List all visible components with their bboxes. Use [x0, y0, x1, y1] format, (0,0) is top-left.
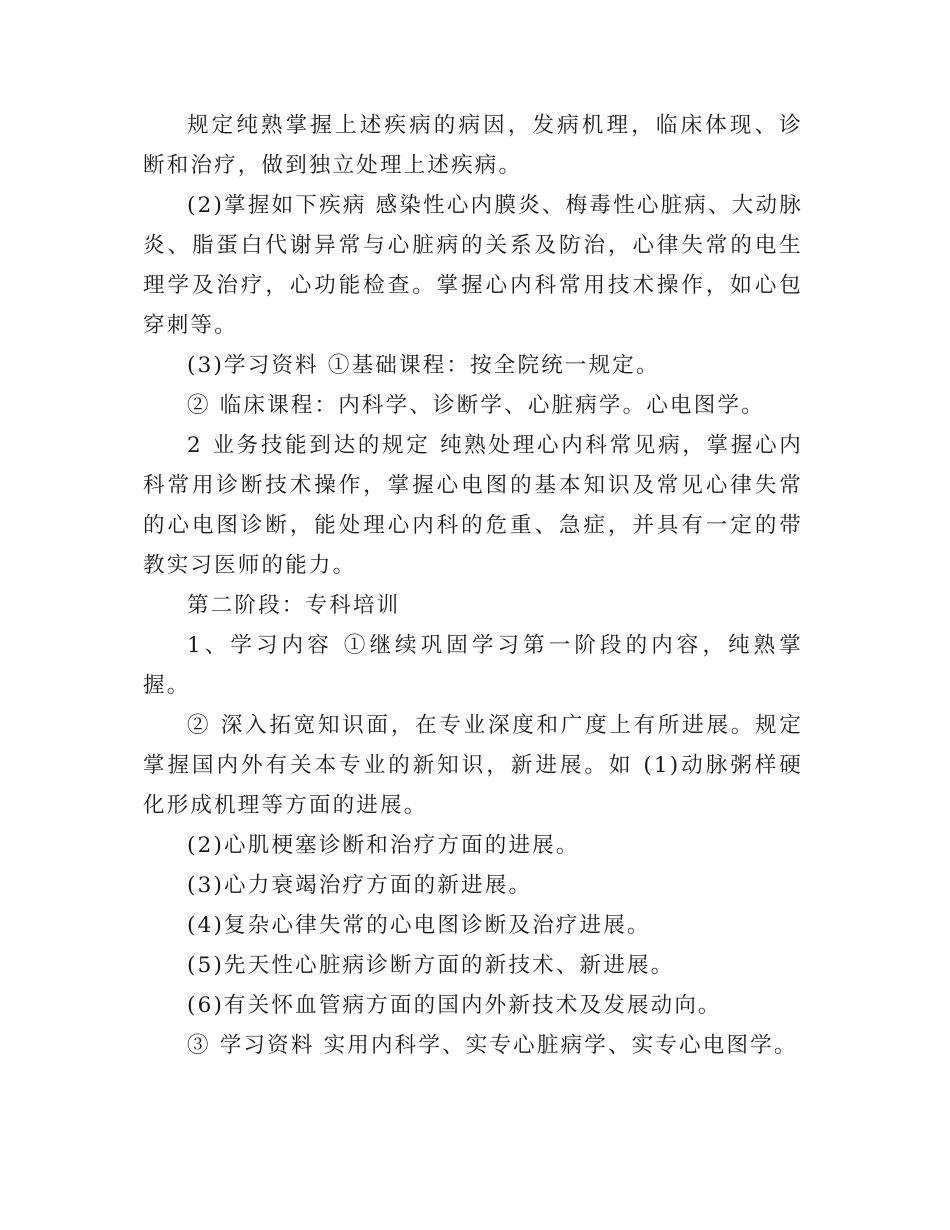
section-heading-stage-two: 第二阶段：专科培训	[187, 593, 401, 618]
list-item-2: (2)心肌梗塞诊断和治疗方面的进展。	[187, 833, 580, 858]
document-body	[143, 106, 803, 1066]
paragraph-8: ② 深入拓宽知识面，在专业深度和广度上有所进展。规定掌握国内外有关本专业的新知识，新进展。如 (1)动脉粥样硬化形成机理等方面的进展。	[143, 713, 803, 818]
paragraph-3: (3)学习资料 ①基础课程：按全院统一规定。	[187, 353, 660, 378]
paragraph-4: ② 临床课程：内科学、诊断学、心脏病学。心电图学。	[187, 393, 765, 418]
paragraph-1: 规定纯熟掌握上述疾病的病因，发病机理，临床体现、诊断和治疗，做到独立处理上述疾病。	[143, 113, 803, 178]
paragraph-2: (2)掌握如下疾病 感染性心内膜炎、梅毒性心脏病、大动脉炎、脂蛋白代谢异常与心脏病的关系及防治，心律失常的电生理学及治疗，心功能检查。掌握心内科常用技术操作，如心包穿刺等。	[143, 193, 803, 338]
paragraph-14: ③ 学习资料 实用内科学、实专心脏病学、实专心电图学。	[187, 1033, 798, 1058]
list-item-3: (3)心力衰竭治疗方面的新进展。	[187, 873, 533, 898]
list-item-4: (4)复杂心律失常的心电图诊断及治疗进展。	[187, 913, 651, 938]
list-item-6: (6)有关怀血管病方面的国内外新技术及发展动向。	[187, 993, 722, 1018]
list-item-5: (5)先天性心脏病诊断方面的新技术、新进展。	[187, 953, 675, 978]
paragraph-5: 2 业务技能到达的规定 纯熟处理心内科常见病，掌握心内科常用诊断技术操作，掌握心电图的基本知识及常见心律失常的心电图诊断，能处理心内科的危重、急症，并具有一定的带教实习医师的能力。	[143, 433, 803, 578]
paragraph-7: 1、学习内容 ①继续巩固学习第一阶段的内容，纯熟掌握。	[143, 633, 803, 698]
